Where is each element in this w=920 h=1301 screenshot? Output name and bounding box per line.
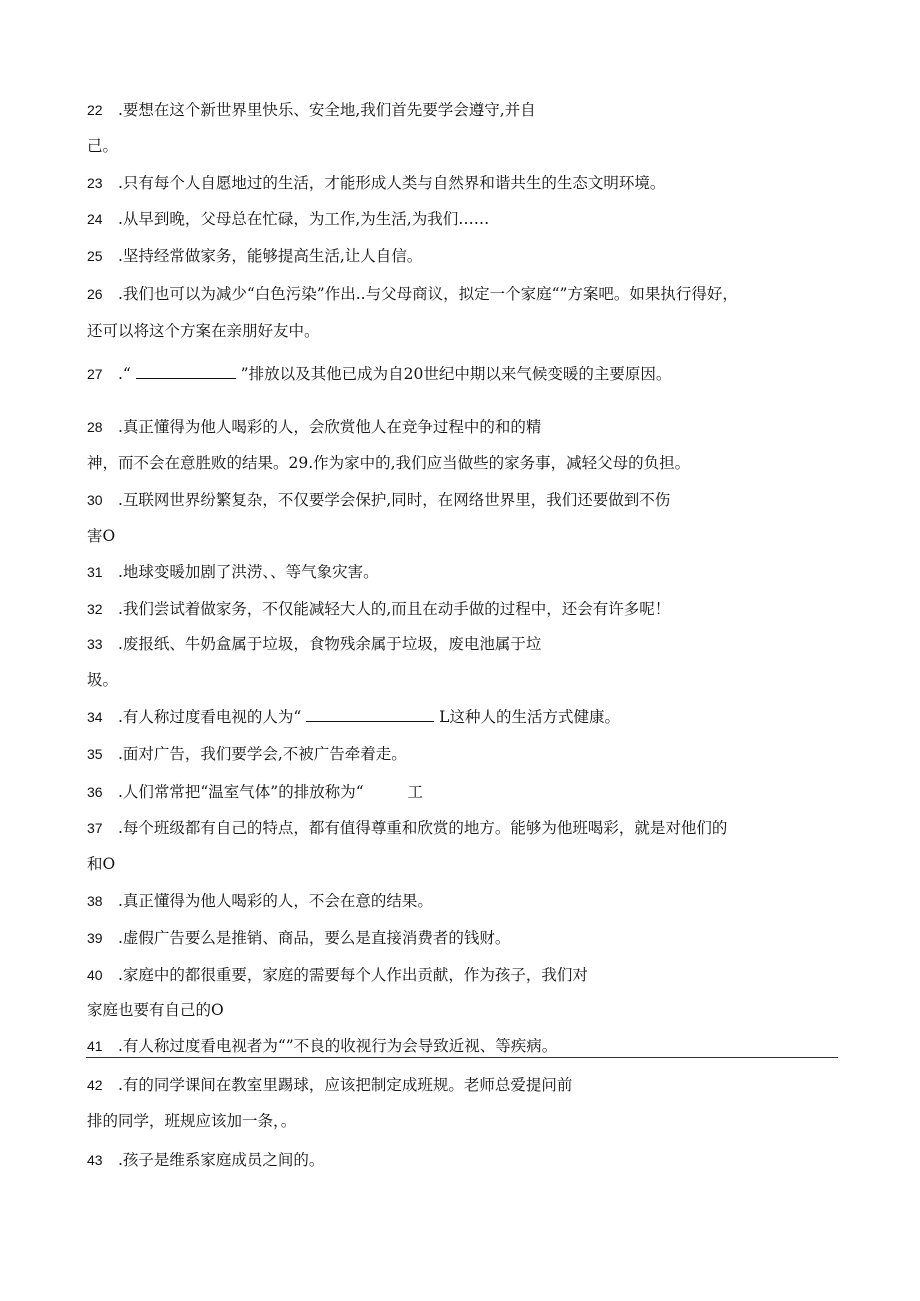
question-36 (87, 781, 423, 803)
question-23 (87, 172, 665, 194)
question-number: 33 (87, 636, 103, 652)
question-number: 30 (87, 492, 103, 508)
question-number: 41 (87, 1038, 103, 1054)
question-22 (87, 99, 536, 121)
question-30-continued (87, 525, 115, 547)
question-text: 害O (87, 527, 116, 545)
question-38 (87, 890, 433, 912)
question-31 (87, 561, 379, 583)
question-40-continued (87, 999, 224, 1021)
question-number: 35 (87, 746, 103, 762)
question-40 (87, 964, 588, 986)
question-28-continued (87, 452, 690, 474)
question-text: .有人称过度看电视者为“”不良的收视行为会导致近视、等疾病。 (117, 1037, 558, 1055)
question-text-end: 工 (407, 783, 424, 801)
question-text: 家庭也要有自己的O (87, 1001, 224, 1019)
question-text-start: .“ (117, 365, 131, 383)
question-text: .虚假广告要么是推销、商品，要么是直接消费者的钱财。 (117, 929, 511, 947)
question-text: .真正懂得为他人喝彩的人，不会在意的结果。 (117, 892, 433, 910)
question-39 (87, 927, 510, 949)
question-text: .地球变暖加剧了洪涝、、等气象灾害。 (117, 563, 379, 581)
question-text: .我们尝试着做家务，不仅能减轻大人的,而且在动手做的过程中，还会有许多呢！ (117, 600, 671, 618)
question-43 (87, 1149, 324, 1171)
question-text: .家庭中的都很重要，家庭的需要每个人作出贡献，作为孩子，我们对 (117, 966, 588, 984)
question-text: 排的同学，班规应该加一条，。 (87, 1112, 297, 1130)
question-26-continued (87, 320, 320, 342)
question-text: 己。 (87, 137, 119, 155)
question-27 (87, 363, 671, 385)
question-number: 32 (87, 601, 103, 617)
question-number: 36 (87, 784, 103, 800)
question-number: 42 (87, 1077, 103, 1093)
question-text: 神，而不会在意胜败的结果。29.作为家中的,我们应当做些的家务事，减轻父母的负担。 (87, 454, 691, 472)
question-42-continued (87, 1110, 296, 1132)
question-text: .废报纸、牛奶盒属于垃圾，食物残余属于垃圾，废电池属于垃 (117, 635, 542, 653)
question-text: .我们也可以为减少“白色污染”作出..与父母商议，拟定一个家庭“”方案吧。如果执行得好， (117, 285, 738, 303)
fill-blank (306, 706, 434, 722)
question-number: 26 (87, 286, 103, 302)
question-26 (87, 283, 738, 305)
question-number: 40 (87, 967, 103, 983)
fill-blank (136, 363, 236, 379)
question-text: .坚持经常做家务，能够提高生活,让人自信。 (117, 247, 423, 265)
question-text: .要想在这个新世界里快乐、安全地,我们首先要学会遵守,并自 (117, 101, 536, 119)
question-text: 和O (87, 855, 116, 873)
question-41 (87, 1035, 557, 1057)
question-text: .每个班级都有自己的特点，都有值得尊重和欣赏的地方。能够为他班喝彩，就是对他们的 (117, 819, 728, 837)
question-35 (87, 743, 407, 765)
question-number: 39 (87, 930, 103, 946)
question-number: 31 (87, 564, 103, 580)
question-number: 37 (87, 820, 103, 836)
question-30 (87, 489, 670, 511)
question-number: 28 (87, 419, 103, 435)
question-text: 还可以将这个方案在亲朋好友中。 (87, 322, 320, 340)
question-34 (87, 706, 620, 728)
question-text: .真正懂得为他人喝彩的人，会欣赏他人在竞争过程中的和的精 (117, 418, 542, 436)
question-text: .从早到晚，父母总在忙碌，为工作,为生活,为我们…… (117, 210, 490, 228)
question-text-end: L这种人的生活方式健康。 (439, 708, 620, 726)
question-text: .互联网世界纷繁复杂，不仅要学会保护,同时，在网络世界里，我们还要做到不伤 (117, 491, 671, 509)
question-number: 25 (87, 248, 103, 264)
question-42 (87, 1074, 572, 1096)
question-number: 38 (87, 893, 103, 909)
question-24 (87, 208, 489, 230)
horizontal-rule (86, 1057, 838, 1058)
question-22-continued (87, 135, 118, 157)
question-number: 22 (87, 102, 103, 118)
question-number: 43 (87, 1152, 103, 1168)
question-text: .只有每个人自愿地过的生活，才能形成人类与自然界和谐共生的生态文明环境。 (117, 174, 666, 192)
question-number: 23 (87, 175, 103, 191)
question-text-start: .人们常常把“温室气体”的排放称为“ (117, 783, 364, 801)
question-33 (87, 633, 541, 655)
question-28 (87, 416, 541, 438)
question-text: .有的同学课间在教室里踢球，应该把制定成班规。老师总爱提问前 (117, 1076, 573, 1094)
question-text: .面对广告，我们要学会,不被广告牵着走。 (117, 745, 407, 763)
question-25 (87, 245, 422, 267)
question-text: .孩子是维系家庭成员之间的。 (117, 1151, 325, 1169)
question-number: 34 (87, 709, 103, 725)
question-number: 24 (87, 211, 103, 227)
question-text-end: ”排放以及其他已成为自20世纪中期以来气候变暖的主要原因。 (240, 365, 672, 383)
question-number: 27 (87, 366, 103, 382)
question-37 (87, 817, 727, 839)
question-text-start: .有人称过度看电视的人为“ (117, 708, 302, 726)
question-33-continued (87, 669, 118, 691)
question-text: 圾。 (87, 671, 119, 689)
question-32 (87, 598, 670, 620)
question-37-continued (87, 853, 115, 875)
